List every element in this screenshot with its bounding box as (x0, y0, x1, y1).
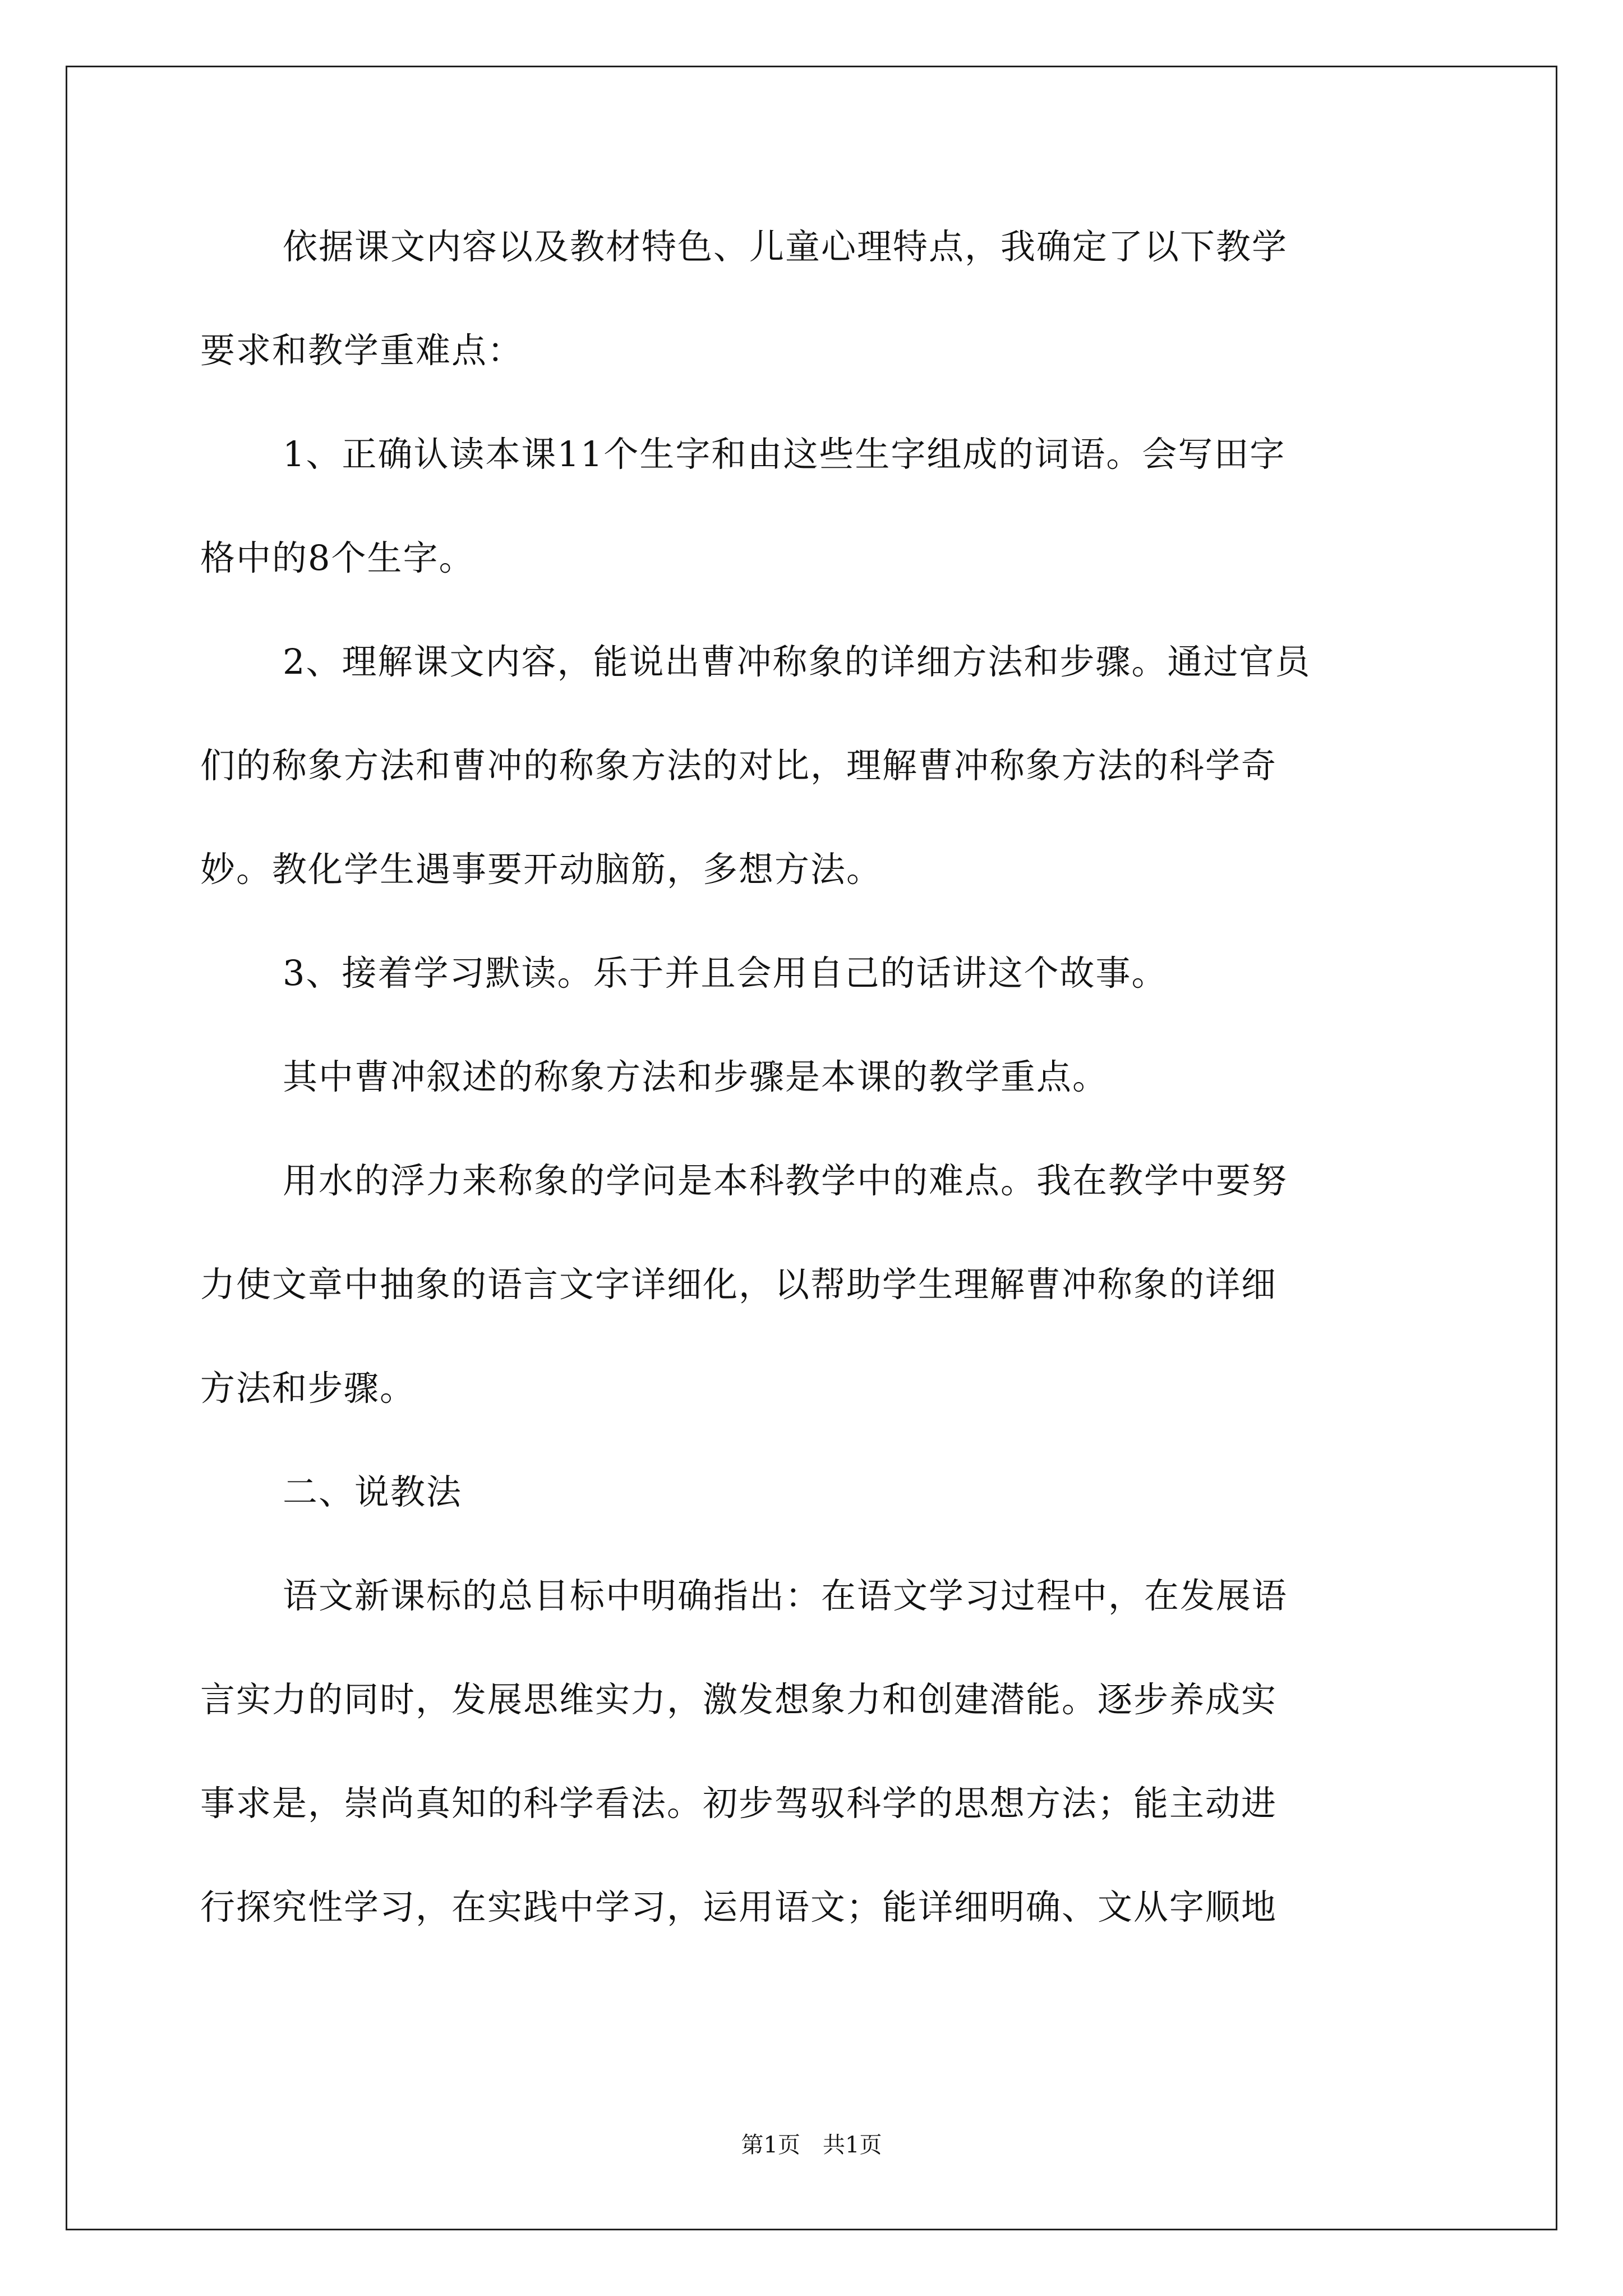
text-line: 依据课文内容以及教材特色、儿童心理特点，我确定了以下教学 (283, 226, 1288, 267)
text-line: 们的称象方法和曹冲的称象方法的对比，理解曹冲称象方法的科学奇 (200, 745, 1278, 786)
text-line: 力使文章中抽象的语言文字详细化，以帮助学生理解曹冲称象的详细 (200, 1264, 1278, 1305)
text-line: 言实力的同时，发展思维实力，激发想象力和创建潜能。逐步养成实 (200, 1679, 1278, 1720)
text-line: 3、接着学习默读。乐于并且会用自己的话讲这个故事。 (283, 953, 1168, 993)
text-line: 语文新课标的总目标中明确指出：在语文学习过程中，在发展语 (283, 1575, 1288, 1616)
text-line: 行探究性学习，在实践中学习，运用语文；能详细明确、文从字顺地 (200, 1887, 1278, 1927)
text-line: 事求是，崇尚真知的科学看法。初步驾驭科学的思想方法；能主动进 (200, 1783, 1278, 1824)
text-line: 格中的8个生字。 (200, 537, 475, 578)
section-heading: 二、说教法 (283, 1471, 463, 1512)
document-body (200, 218, 1427, 1936)
text-line: 用水的浮力来称象的学问是本科教学中的难点。我在教学中要努 (283, 1160, 1288, 1201)
text-line: 1、正确认读本课11个生字和由这些生字组成的词语。会写田字 (283, 434, 1286, 475)
page-total: 共1页 (823, 2132, 882, 2158)
text-line: 其中曹冲叙述的称象方法和步骤是本课的教学重点。 (283, 1056, 1109, 1097)
page-footer (0, 2131, 1623, 2159)
text-line: 方法和步骤。 (200, 1368, 416, 1409)
text-line: 妙。教化学生遇事要开动脑筋，多想方法。 (200, 849, 883, 890)
page-number: 第1页 (741, 2132, 800, 2158)
text-line: 2、理解课文内容，能说出曹冲称象的详细方法和步骤。通过官员 (283, 641, 1311, 682)
text-line: 要求和教学重难点： (200, 330, 524, 371)
